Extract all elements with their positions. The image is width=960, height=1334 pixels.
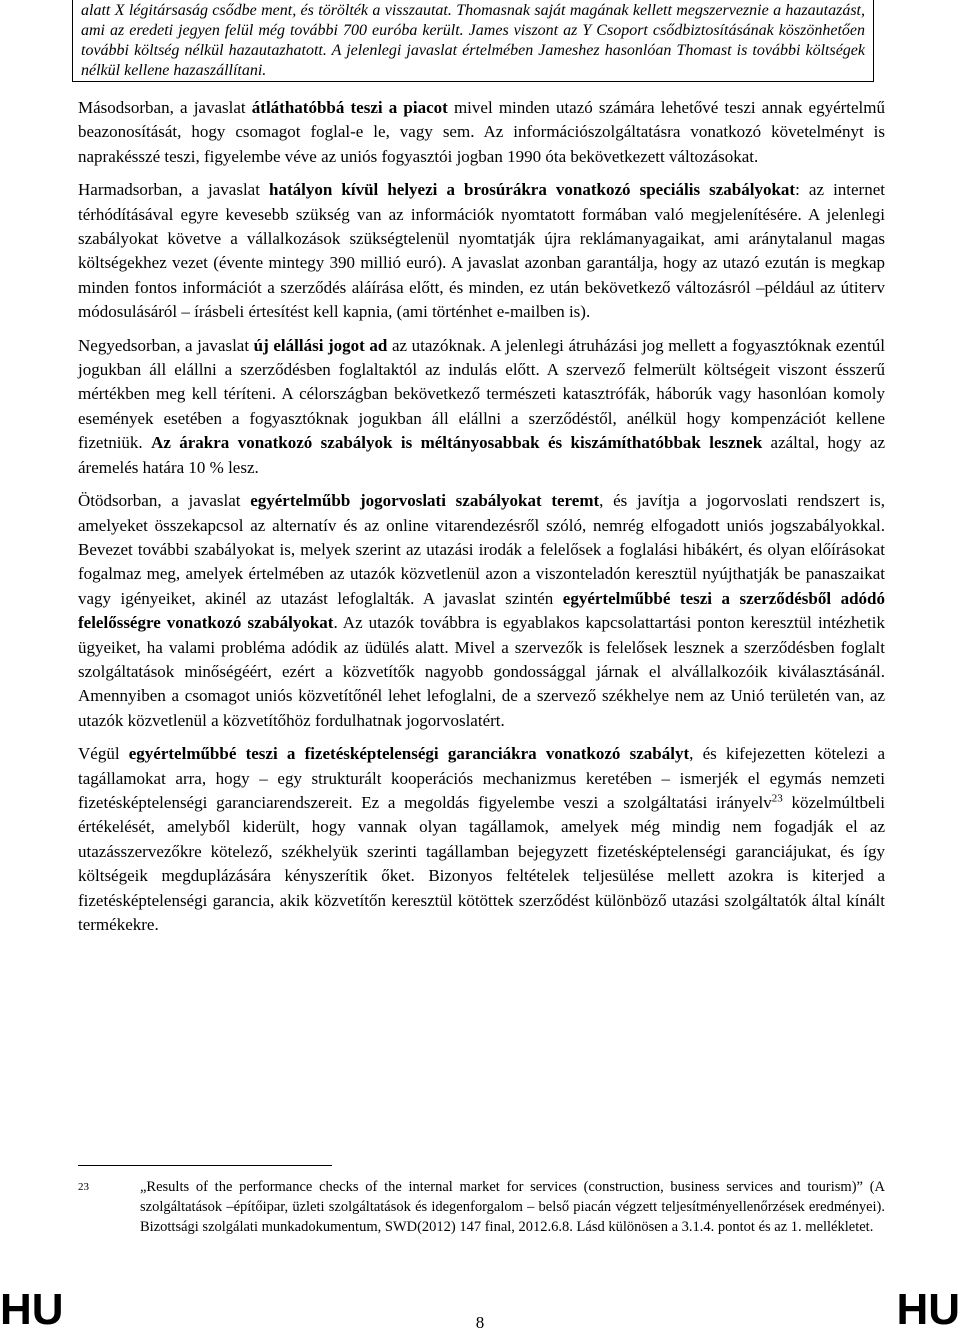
text-run: Végül (78, 744, 129, 764)
bold-run: átláthatóbbá teszi a piacot (251, 98, 448, 117)
text-run: azáltal, hogy az áremelés határa 10 % lesz. (78, 433, 885, 477)
text-run: Harmadsorban, a javaslat (78, 180, 270, 200)
bold-run: egyértelműbbé teszi a szerződésből adódó felelősségre vonatkozó szabályokat (78, 588, 885, 633)
text-run: , és javítja a jogorvoslati rendszert is, amelyeket összekapcsol az alternatív és az online vitarendezésről szóló, nemrég elfogadott uniós jogszabályokkal. Bevezet további szabályokat is, melyek szerint az utazási irodák a felelősek a foglalási hibákért, és olyan előírásokat fogalmaz meg, amelyek értelmében az utazók közvetlenül azon a viszonteladón keresztül nyújthatják be panaszaikat vagy igényeiket, akinél az utazást lefoglalták. A javaslat szintén (78, 491, 886, 608)
footnote (78, 1177, 885, 1237)
page-number: 8 (475, 1313, 485, 1332)
text-run: . Az utazók továbbra is egyablakos kapcsolattartási ponton keresztül intézhetik ügyeiket, ha valami probléma adódik az üdülés alatt. Mivel a szervezők is felelősek lesznek a szerződésben foglalt szolgáltatások minőségéért, ezért a közvetítők nagyobb gondossággal járnak el alvállalkozóik kiválasztásánál. Amennyiben a csomagot uniós közvetítőnél lehet lefoglalni, de a szervező székhelye nem az Unió területén van, az utazók közvetlenül a közvetítőhöz fordulhatnak jogorvoslatért. (78, 613, 885, 730)
paragraph-final (78, 742, 885, 937)
bold-run: egyértelműbbé teszi a fizetésképtelenségi garanciákra vonatkozó szabályt (128, 744, 690, 764)
bold-run: új elállási jogot ad (253, 335, 388, 355)
paragraph-fourth (78, 334, 885, 480)
language-code-left: HU (0, 1285, 64, 1334)
language-code-right: HU (896, 1285, 960, 1334)
example-box-text: alatt X légitársaság csődbe ment, és törölték a visszautat. Thomasnak saját magának kellett megszerveznie a hazautazást, ami az eredeti jegyen felül még további 700 euróba került. James viszont az Y Csoport csődbiztosításának köszönhetően további költség nélkül hazautazhatott. A jelenlegi javaslat értelmében Jameshez hasonlóan Thomast is további költségek nélkül kellene hazaszállítani. (81, 2, 865, 79)
paragraph-fifth (78, 489, 885, 733)
paragraph-third (78, 178, 885, 324)
text-run: Ötödsorban, a javaslat (78, 491, 251, 511)
footnote-number: 23 (78, 1181, 89, 1193)
text-run: közelmúltbeli értékelését, amelyből kiderült, hogy vannak olyan tagállamok, amelyek még mindig nem fogadják el az utazásszervezőkre kötelező, székhelyük szerinti tagállamban bejegyzett fizetésképtelenségi garanciájukat, és így költségeik megduplázására kényszerítik őket. Bizonyos feltételek teljesülése mellett azokra is kiterjed a fizetésképtelenségi garancia, akik közvetítőn keresztül kötöttek szerződést különböző utazási szolgáltatók által kínált termékekre. (78, 792, 885, 934)
paragraph-second (78, 96, 885, 169)
example-text-box (72, 0, 874, 82)
text-run: Másodsorban, a javaslat (78, 98, 252, 117)
bold-run: hatályon kívül helyezi a brosúrákra vonatkozó speciális szabályokat (269, 180, 796, 200)
bold-run: egyértelműbb jogorvoslati szabályokat teremt (250, 491, 600, 511)
document-body (78, 96, 885, 946)
bold-run: Az árakra vonatkozó szabályok is méltányosabbak és kiszámíthatóbbak lesznek (151, 433, 763, 453)
text-run: Negyedsorban, a javaslat (78, 335, 254, 355)
text-run: az utazóknak. A jelenlegi átruházási jog mellett a fogyasztóknak ezentúl jogukban áll elállni a szerződésben foglaltaktól az indulás előtt. A szervező felmerült költségeit viszont ésszerű mértékben meg kell téríteni. A célországban bekövetkező természeti katasztrófák, háborúk vagy hasonlóan komoly események esetében a fogyasztóknak jogukban áll elállni a szerződéstől, anélkül hogy kompenzációt kellene fizetniük. (78, 335, 885, 453)
text-run: : az internet térhódításával egyre kevesebb szükség van az információk nyomtatott formában való megjelenítésére. A jelenlegi szabályokat követve a vállalkozások szükségtelenül nyomtatják újra reklámanyagaikat, ami aránytalanul magas költségekhez vezet (évente mintegy 390 millió euró). A javaslat azonban garantálja, hogy az utazó ezután is megkap minden fontos információt a szerződés aláírása előtt, és minden, ez után bekövetkező változásról ‒például az útiterv módosulásáról ‒ írásbeli értesítést kell kapnia, (ami történhet e-mailben is). (78, 180, 885, 322)
text-run: , és kifejezetten kötelezi a tagállamokat arra, hogy ‒ egy strukturált kooperációs mechanizmus keretében ‒ ismerjék el egymás nemzeti fizetésképtelenségi garanciarendszereit. Ez a megoldás figyelembe veszi a szolgáltatási irányelv (78, 744, 885, 812)
footnote-text: „Results of the performance checks of the internal market for services (construction, business services and tourism)” (A szolgáltatások ‒építőipar, üzleti szolgáltatások és idegenforgalom ‒ belső piacán végzett teljesítményellenőrzések eredményei). Bizottsági szolgálati munkadokumentum, SWD(2012) 147 final, 2012.6.8. Lásd különösen a 3.1.4. pontot és az 1. mellékletet. (140, 1179, 885, 1235)
text-run: mivel minden utazó számára lehetővé teszi annak egyértelmű beazonosítását, hogy csomagot foglal-e le, vagy sem. Az információszolgáltatásra vonatkozó követelményt is naprakésszé teszi, figyelembe véve az uniós fogyasztói jogban 1990 óta bekövetkezett változásokat. (78, 98, 886, 166)
footnote-reference[interactable]: 23 (771, 792, 783, 805)
footnote-separator (78, 1165, 332, 1166)
